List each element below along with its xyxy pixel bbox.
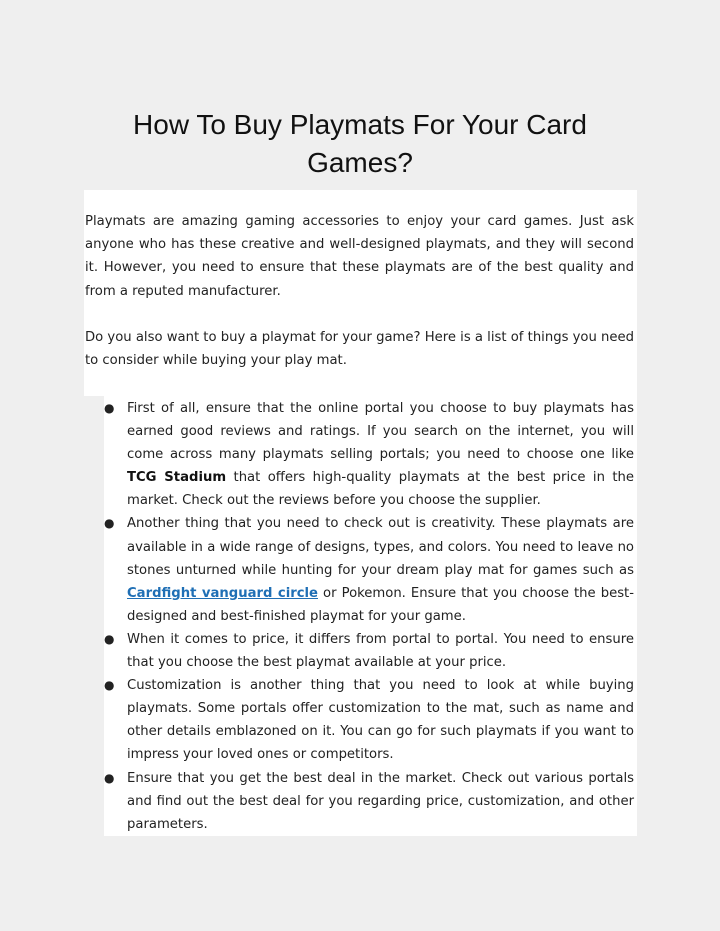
intro-paragraph: Do you also want to buy a playmat for your game? Here is a list of things you need to consider while buying your play mat. <box>85 330 635 369</box>
list-item <box>104 628 634 674</box>
list-item-text: Another thing that you need to check out is creativity. These playmats are available in a wide range of designs, types, and colors. You need to leave no stones unturned while hunting for your dream play mat for games such as <box>127 516 634 578</box>
intro-paragraph: Playmats are amazing gaming accessories to enjoy your card games. Just ask anyone who has these creative and well-designed playmats, and they will second it. However, you need to ensure that these playmats are of the best quality and from a reputed manufacturer. <box>85 214 634 299</box>
list-item-text: or Pokemon. Ensure that you choose the best-designed and best-finished playmat for your game. <box>127 585 634 624</box>
tips-list <box>104 397 634 836</box>
bullet-icon: ● <box>104 678 115 693</box>
list-item <box>104 767 634 836</box>
cardfight-vanguard-link[interactable]: Cardfight vanguard circle <box>127 585 318 601</box>
intro-section <box>85 210 634 372</box>
list-item <box>104 674 634 766</box>
list-item-text: Ensure that you get the best deal in the market. Check out various portals and find out the best deal for you regarding price, customization, and other parameters. <box>127 770 634 832</box>
list-item-text: When it comes to price, it differs from portal to portal. You need to ensure that you choose the best playmat available at your price. <box>127 631 634 671</box>
list-item-text: First of all, ensure that the online portal you choose to buy playmats has earned good reviews and ratings. If you search on the internet, you will come across many playmats selling portals; you need to choose one like <box>127 401 634 463</box>
page-title: How To Buy Playmats For Your Card Games? <box>133 109 587 178</box>
list-item-text: that offers high-quality playmats at the best price in the market. Check out the reviews before you choose the supplier. <box>127 470 634 509</box>
bullet-icon: ● <box>104 401 115 415</box>
bullet-icon: ● <box>104 770 115 785</box>
list-item <box>104 512 634 627</box>
list-item-text: Customization is another thing that you need to look at while buying playmats. Some portals offer customization to the mat, such as name and other details emblazoned on it. You can go for such playmats if you want to impress your loved ones or competitors. <box>127 678 634 763</box>
brand-name: TCG Stadium <box>127 470 227 486</box>
list-item <box>104 397 634 512</box>
bullet-icon: ● <box>104 631 115 646</box>
bullet-icon: ● <box>104 516 115 531</box>
